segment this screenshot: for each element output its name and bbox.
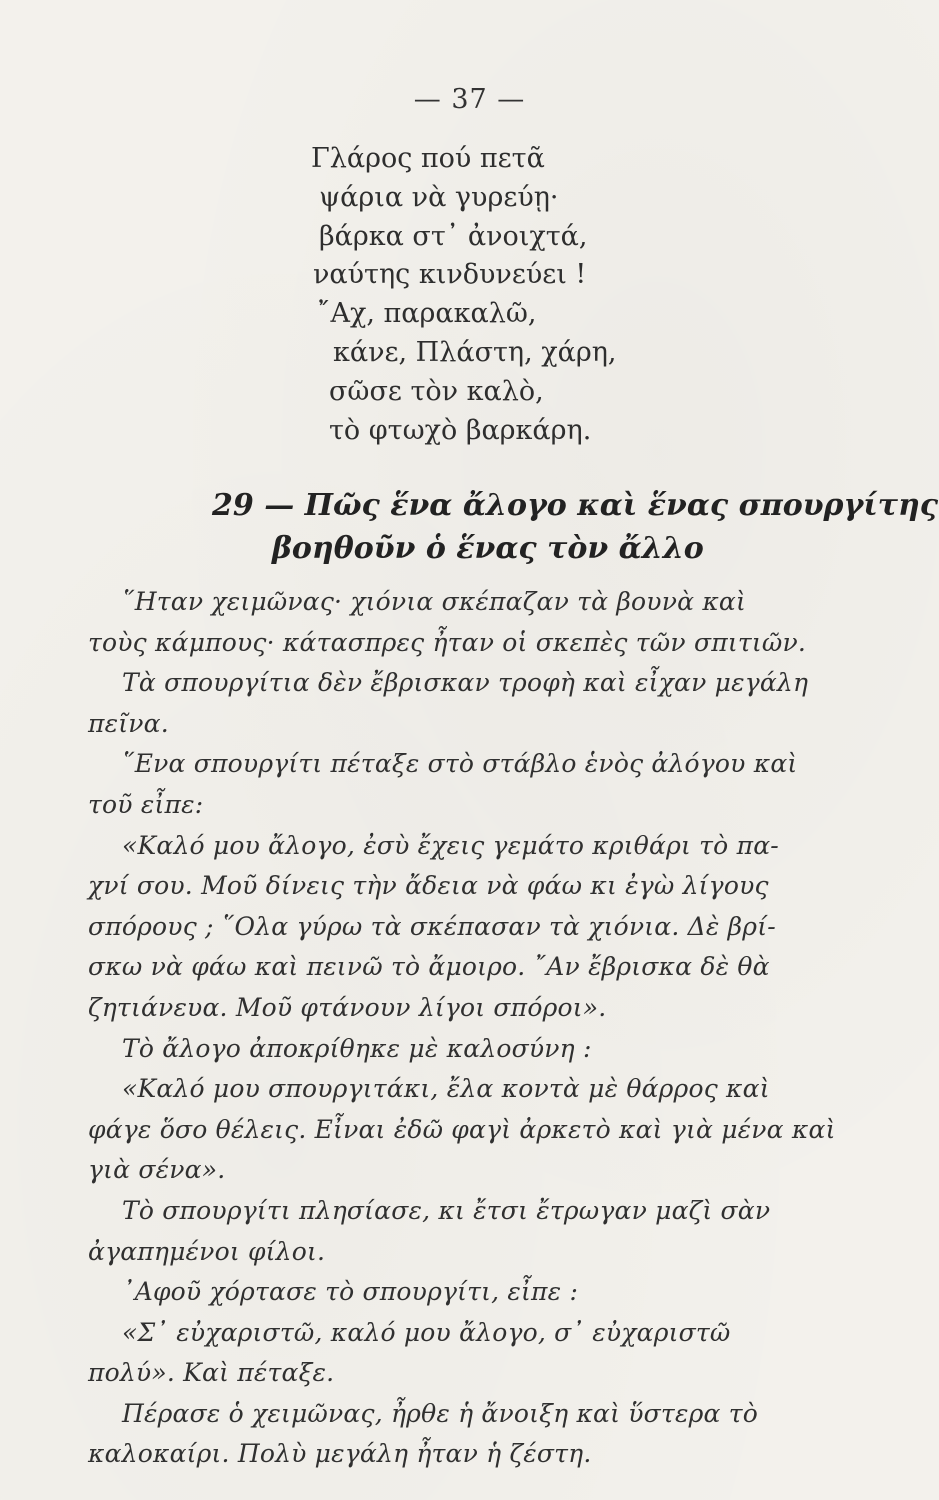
text-line: Τὸ ἄλογο ἀποκρίθηκε μὲ καλοσύνη : [122, 1033, 592, 1063]
poem-line: ναύτης κινδυνεύει ! [313, 259, 587, 291]
text-line: ζητιάνευα. Μοῦ φτάνουν λίγοι σπόροι». [88, 992, 607, 1022]
text-line: τοῦ εἶπε: [88, 789, 204, 819]
text-line: γιὰ σένα». [88, 1155, 226, 1185]
text-line: πολύ». Καὶ πέταξε. [88, 1358, 335, 1388]
text-line: Τὰ σπουργίτια δὲν ἔβρισκαν τροφὴ καὶ εἶχαν μεγάλη [122, 668, 809, 698]
text-line: καλοκαίρι. Πολὺ μεγάλη ἦταν ἡ ζέστη. [88, 1439, 592, 1469]
text-line: ἀγαπημένοι φίλοι. [88, 1236, 326, 1266]
text-line: σπόρους ; ῞Ολα γύρω τὰ σκέπασαν τὰ χιόνια. Δὲ βρί- [88, 911, 776, 941]
poem-line: βάρκα στ᾽ ἀνοιχτά, [319, 220, 588, 252]
text-line: «Σ᾽ εὐχαριστῶ, καλό μου ἄλογο, σ᾽ εὐχαριστῶ [122, 1317, 731, 1347]
text-line: «Καλό μου ἄλογο, ἐσὺ ἔχεις γεμάτο κριθάρι τὸ πα- [122, 830, 779, 860]
section-heading-line: 29 — Πῶς ἕνα ἄλογο καὶ ἕνας σπουργίτης [212, 488, 939, 523]
section-heading-line: βοηθοῦν ὁ ἕνας τὸν ἄλλο [272, 531, 704, 566]
poem-line: σῶσε τὸν καλὸ, [329, 375, 544, 407]
page-number: — 37 — [413, 84, 526, 115]
text-line: πεῖνα. [88, 708, 169, 738]
poem [305, 140, 665, 450]
text-line: ῞Ηταν χειμῶνας· χιόνια σκέπαζαν τὰ βουνὰ καὶ [122, 587, 746, 616]
text-line: σκω νὰ φάω καὶ πεινῶ τὸ ἄμοιρο. ῎Αν ἔβρισκα δὲ θὰ [88, 952, 770, 982]
text-line: ῞Ενα σπουργίτι πέταξε στὸ στάβλο ἑνὸς ἀλόγου καὶ [122, 749, 798, 779]
poem-line: ψάρια νὰ γυρεύῃ· [319, 181, 559, 213]
poem-line: κάνε, Πλάστη, χάρη, [333, 336, 617, 368]
text-line: ᾿Αφοῦ χόρτασε τὸ σπουργίτι, εἶπε : [122, 1277, 579, 1307]
story-text [88, 582, 836, 1475]
text-line: «Καλό μου σπουργιτάκι, ἔλα κοντὰ μὲ θάρρος καὶ [122, 1074, 770, 1104]
text-line: Πέρασε ὁ χειμῶνας, ἦρθε ἡ ἄνοιξη καὶ ὕστερα τὸ [122, 1398, 758, 1428]
text-line: φάγε ὅσο θέλεις. Εἶναι ἐδῶ φαγὶ ἀρκετὸ καὶ γιὰ μένα καὶ [88, 1114, 836, 1144]
text-line: τοὺς κάμπους· κάτασπρες ἦταν οἱ σκεπὲς τῶν σπιτιῶν. [88, 627, 807, 657]
poem-line: τὸ φτωχὸ βαρκάρη. [329, 414, 592, 446]
poem-line: ῎Αχ, παρακαλῶ, [317, 298, 537, 330]
text-line: Τὸ σπουργίτι πλησίασε, κι ἔτσι ἔτρωγαν μαζὶ σὰν [122, 1195, 771, 1225]
poem-line: Γλάρος πού πετᾶ [311, 143, 545, 174]
text-line: χνί σου. Μοῦ δίνεις τὴν ἄδεια νὰ φάω κι ἐγὼ λίγους [88, 871, 769, 901]
